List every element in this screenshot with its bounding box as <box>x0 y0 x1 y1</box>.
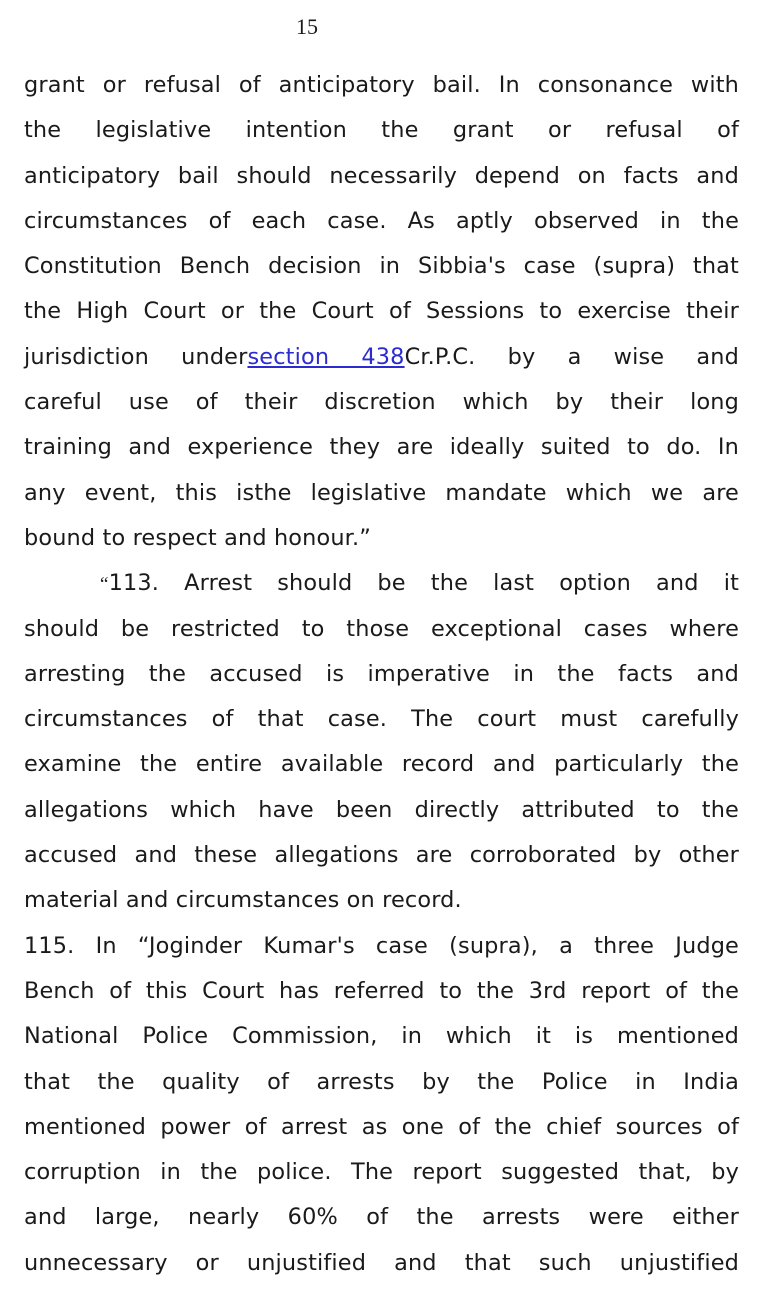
text-line: careful use of their discretion which by their long <box>24 389 739 416</box>
text-line: the High Court or the Court of Sessions to exercise their <box>24 298 739 325</box>
text-line: corruption in the police. The report suggested that, by <box>24 1159 739 1186</box>
text-line: 115. In “Joginder Kumar's case (supra), a three Judge <box>24 932 739 959</box>
text-line: training and experience they are ideally suited to do. In <box>24 434 739 461</box>
text-line: mentioned power of arrest as one of the chief sources of <box>24 1113 739 1140</box>
text-line: and large, nearly 60% of the arrests were either <box>24 1204 739 1231</box>
text-line: circumstances of that case. The court must carefully <box>24 706 739 733</box>
text-line <box>24 561 739 606</box>
text-line: arresting the accused is imperative in the facts and <box>24 660 739 687</box>
opening-quote-mark: “ <box>100 574 109 596</box>
text-line: the legislative intention the grant or refusal of <box>24 117 739 144</box>
text-line: bound to respect and honour.” <box>24 524 371 551</box>
text-line: should be restricted to those exceptional cases where <box>24 615 739 642</box>
text-line: any event, this isthe legislative mandate which we are <box>24 479 739 506</box>
text-line: material and circumstances on record. <box>24 887 462 914</box>
text-line: anticipatory bail should necessarily depend on facts and <box>24 162 739 189</box>
text-line: allegations which have been directly attributed to the <box>24 796 739 823</box>
paragraph-113 <box>24 561 739 923</box>
text-fragment: Cr.P.C. by a wise and <box>404 343 739 370</box>
document-body <box>24 63 739 1286</box>
paragraph-115 <box>24 924 739 1286</box>
text-line: National Police Commission, in which it is mentioned <box>24 1023 739 1050</box>
text-line: accused and these allegations are corroborated by other <box>24 842 739 869</box>
text-line: unnecessary or unjustified and that such unjustified <box>24 1249 739 1276</box>
page-number: 15 <box>296 14 318 39</box>
paragraph-anticipatory-bail <box>24 63 739 561</box>
section-438-link[interactable]: section 438 <box>247 343 405 370</box>
text-line: that the quality of arrests by the Police in India <box>24 1068 739 1095</box>
text-line: examine the entire available record and particularly the <box>24 751 739 778</box>
text-line: Bench of this Court has referred to the 3rd report of the <box>24 977 739 1004</box>
text-line: grant or refusal of anticipatory bail. In consonance with <box>24 72 739 98</box>
text-line: Constitution Bench decision in Sibbia's case (supra) that <box>24 253 739 280</box>
text-line: circumstances of each case. As aptly observed in the <box>24 207 739 234</box>
text-fragment: 113. Arrest should be the last option and it <box>108 570 739 597</box>
text-line-with-link <box>24 335 739 380</box>
text-fragment: jurisdiction under <box>24 343 248 370</box>
